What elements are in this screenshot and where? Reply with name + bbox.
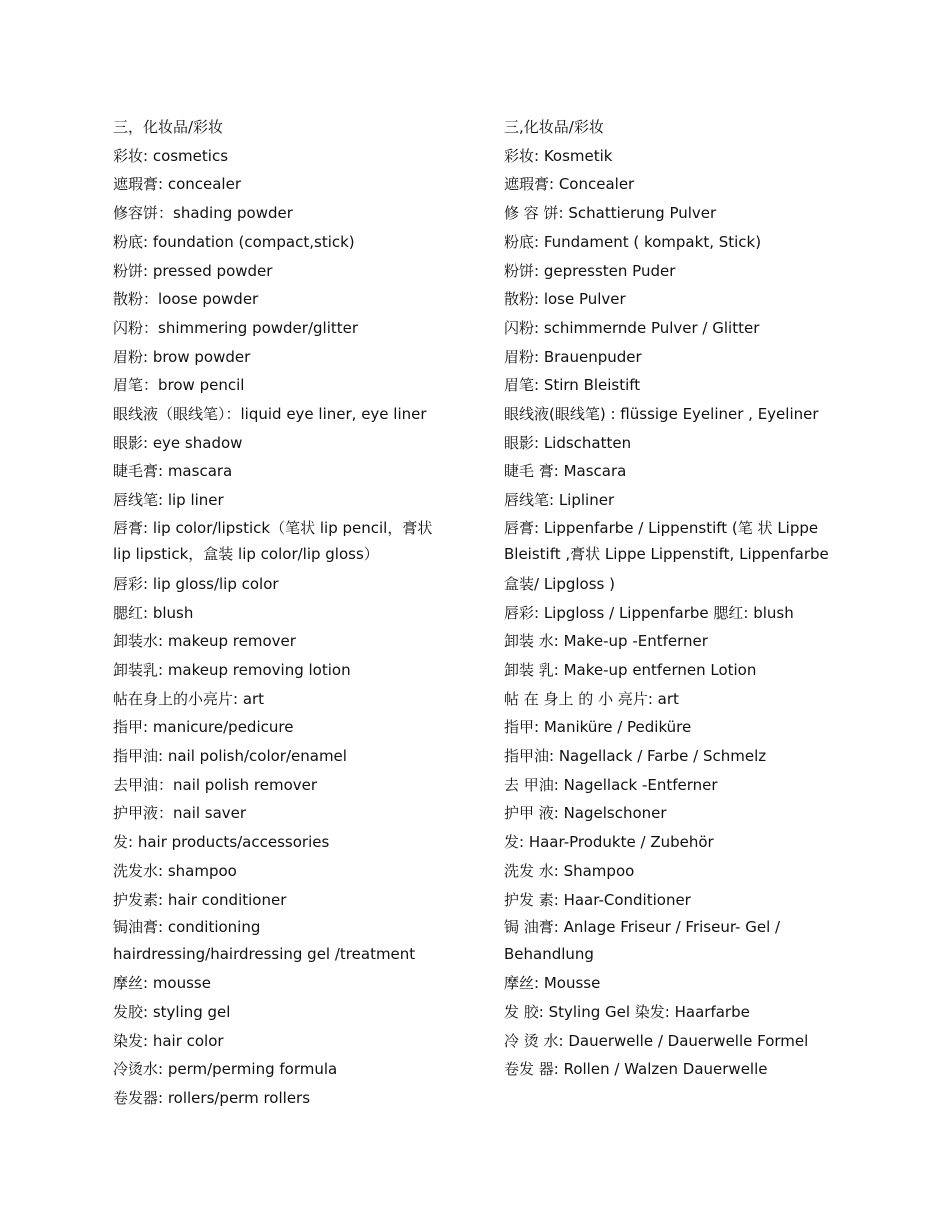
term-line: 去甲油：nail polish remover <box>113 775 318 794</box>
section-heading: 三,化妆品/彩妆 <box>504 118 604 136</box>
term-line: 帖 在 身上 的 小 亮片: art <box>504 689 679 708</box>
term-line: 卸装乳: makeup removing lotion <box>113 660 351 679</box>
term-line: 锔油膏: conditioning hairdressing/hairdressing gel /treatment <box>113 918 416 963</box>
term-line: 摩丝: Mousse <box>504 974 601 993</box>
term-line: 遮瑕膏: concealer <box>113 175 241 194</box>
term-line: 眉笔: Stirn Bleistift <box>504 376 641 395</box>
term-line: 卷发 器: Rollen / Walzen Dauerwelle <box>504 1060 768 1079</box>
term-line: 腮红: blush <box>113 603 194 622</box>
term-line: 粉底: Fundament ( kompakt, Stick) <box>504 232 762 251</box>
term-line: 卷发器: rollers/perm rollers <box>113 1089 311 1108</box>
term-line: 锔 油膏: Anlage Friseur / Friseur- Gel / Behandlung <box>504 918 781 963</box>
term-line: 帖在身上的小亮片: art <box>113 689 265 708</box>
term-line: 发 胶: Styling Gel 染发: Haarfarbe <box>504 1002 750 1021</box>
term-line: 遮瑕膏: Concealer <box>504 175 635 194</box>
term-line: 修 容 饼: Schattierung Pulver <box>504 204 717 223</box>
term-line: 唇线笔: Lipliner <box>504 491 615 510</box>
term-line: 指甲油: Nagellack / Farbe / Schmelz <box>504 747 767 766</box>
term-line: 指甲: Maniküre / Pediküre <box>504 718 692 737</box>
term-line: 散粉: lose Pulver <box>504 290 626 309</box>
term-line: 彩妆: Kosmetik <box>504 146 613 165</box>
term-line: 眉笔：brow pencil <box>113 376 245 395</box>
term-line: 盒装/ Lipgloss ) <box>504 574 615 593</box>
term-line: 眼影: Lidschatten <box>504 433 632 452</box>
term-line: 闪粉: schimmernde Pulver / Glitter <box>504 318 760 337</box>
chinese-german-column <box>504 113 844 1084</box>
term-line: 眼线液(眼线笔) : flüssige Eyeliner , Eyeliner <box>504 405 819 424</box>
term-line: 卸装 水: Make-up -Entferner <box>504 632 708 651</box>
term-line: 唇膏: Lippenfarbe / Lippenstift (笔 状 Lippe Bleistift ,膏状 Lippe Lippenstift, Lippenfarbe <box>504 518 829 564</box>
term-line: 冷 烫 水: Dauerwelle / Dauerwelle Formel <box>504 1031 809 1050</box>
term-line: 冷烫水: perm/perming formula <box>113 1060 338 1079</box>
term-line: 唇膏: lip color/lipstick（笔状 lip pencil，膏状 lip lipstick，盒装 lip color/lip gloss） <box>113 518 433 564</box>
term-line: 护甲 液: Nagelschoner <box>504 804 667 823</box>
term-line: 唇彩: lip gloss/lip color <box>113 574 279 593</box>
section-heading: 三，化妆品/彩妆 <box>113 118 224 136</box>
term-line: 散粉：loose powder <box>113 290 259 309</box>
term-line: 睫毛膏: mascara <box>113 462 233 481</box>
term-line: 卸装水: makeup remover <box>113 632 296 651</box>
term-line: 粉饼: gepressten Puder <box>504 261 676 280</box>
term-line: 眉粉: brow powder <box>113 347 251 366</box>
term-line: 粉底: foundation (compact,stick) <box>113 232 355 251</box>
term-line: 睫毛 膏: Mascara <box>504 462 627 481</box>
term-line: 彩妆: cosmetics <box>113 146 229 165</box>
term-line: 闪粉：shimmering powder/glitter <box>113 318 359 337</box>
term-line: 护发 素: Haar-Conditioner <box>504 890 691 909</box>
term-line: 唇线笔: lip liner <box>113 491 224 510</box>
term-line: 眼影: eye shadow <box>113 433 243 452</box>
term-line: 染发: hair color <box>113 1031 224 1050</box>
term-line: 卸装 乳: Make-up entfernen Lotion <box>504 660 757 679</box>
term-line: 修容饼：shading powder <box>113 204 293 223</box>
term-line: 眼线液（眼线笔）：liquid eye liner, eye liner <box>113 405 427 424</box>
term-line: 洗发 水: Shampoo <box>504 861 635 880</box>
term-line: 指甲: manicure/pedicure <box>113 718 294 737</box>
term-line: 护甲液：nail saver <box>113 804 247 823</box>
term-line: 指甲油: nail polish/color/enamel <box>113 747 347 766</box>
term-line: 唇彩: Lipgloss / Lippenfarbe 腮红: blush <box>504 603 794 622</box>
term-line: 发: hair products/accessories <box>113 833 330 852</box>
term-line: 发胶: styling gel <box>113 1002 231 1021</box>
term-line: 粉饼: pressed powder <box>113 261 273 280</box>
term-line: 眉粉: Brauenpuder <box>504 347 642 366</box>
term-line: 发: Haar-Produkte / Zubehör <box>504 833 714 852</box>
chinese-english-column <box>113 113 443 1113</box>
term-line: 护发素: hair conditioner <box>113 890 287 909</box>
term-line: 摩丝: mousse <box>113 974 211 993</box>
term-line: 洗发水: shampoo <box>113 861 237 880</box>
term-line: 去 甲油: Nagellack -Entferner <box>504 775 718 794</box>
